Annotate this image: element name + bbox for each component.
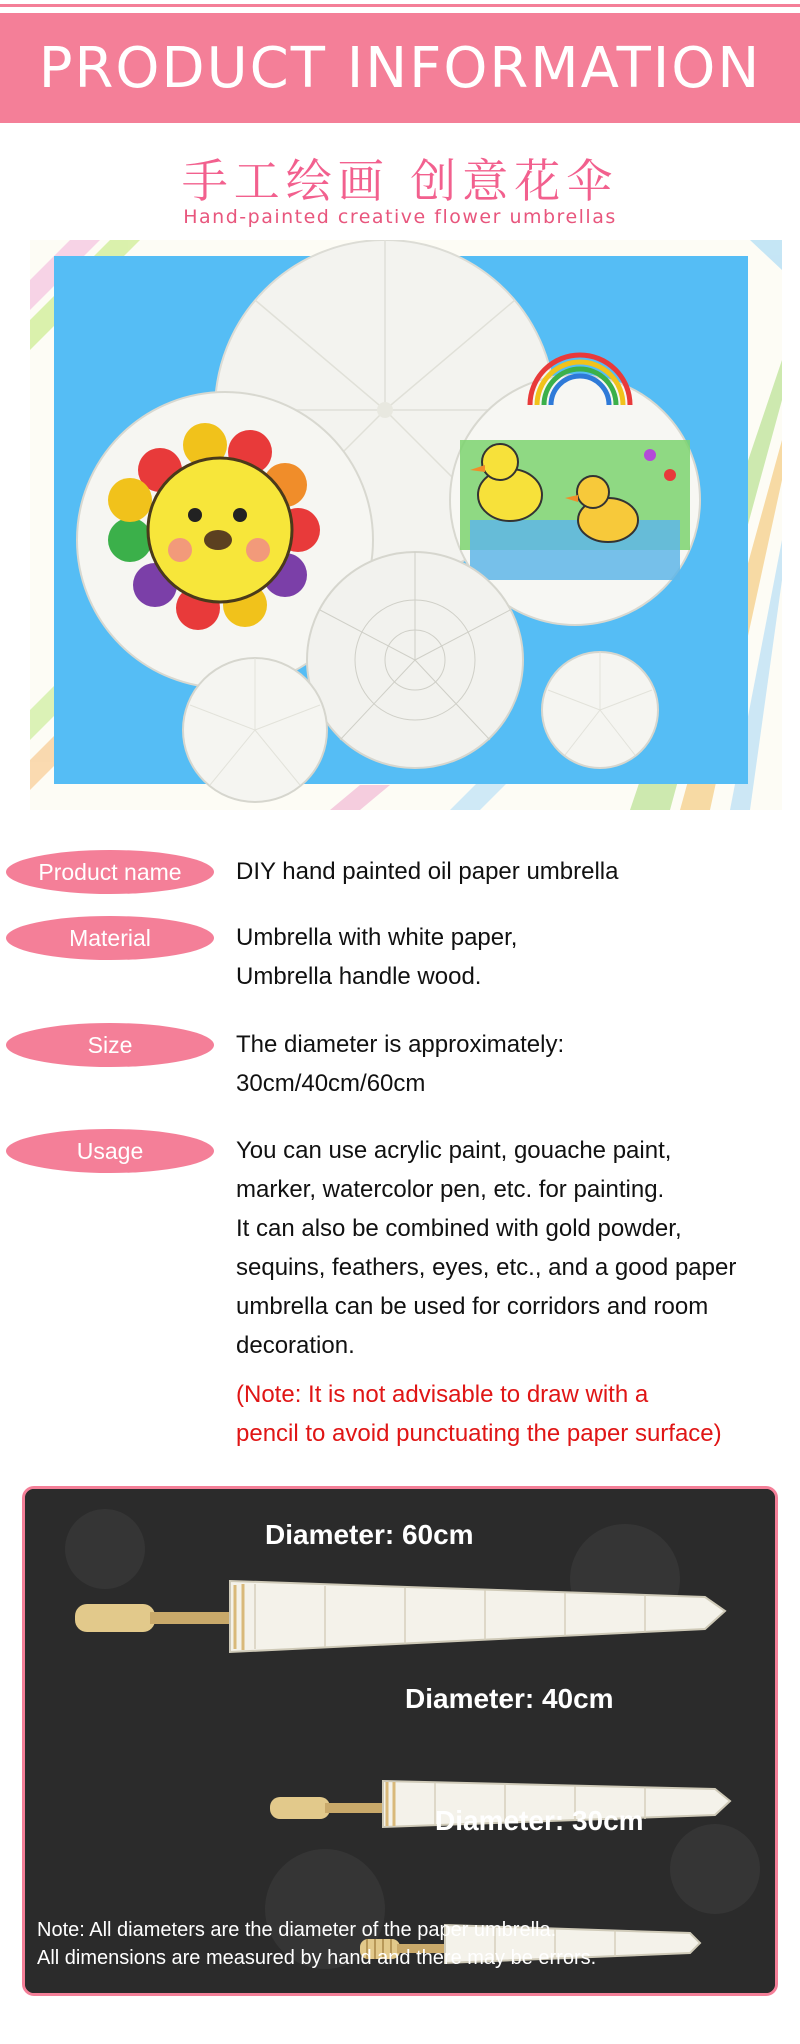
photo-note-line: All dimensions are measured by hand and there may be errors. (37, 1947, 597, 1969)
usage-note-line: pencil to avoid punctuating the paper surface) (236, 1420, 722, 1447)
product-name-line: DIY hand painted oil paper umbrella (236, 858, 619, 885)
diameter-30-label: Diameter: 30cm (435, 1805, 644, 1836)
umbrella-illustration (30, 240, 782, 810)
usage-line: It can also be combined with gold powder, (236, 1215, 682, 1242)
usage-line: marker, watercolor pen, etc. for painting. (236, 1176, 665, 1203)
closed-umbrellas-illustration (25, 1489, 775, 1993)
chinese-subtitle: 手工绘画 创意花伞 (181, 154, 619, 208)
english-subtitle: Hand-painted creative flower umbrellas (183, 206, 617, 228)
photo-note-line: Note: All diameters are the diameter of the paper umbrella. (37, 1919, 557, 1941)
diameter-40-label: Diameter: 40cm (405, 1683, 614, 1714)
size-label: Size (6, 1023, 214, 1067)
usage-line: umbrella can be used for corridors and room (236, 1293, 709, 1320)
size-line: 30cm/40cm/60cm (236, 1070, 426, 1097)
usage-label: Usage (6, 1129, 214, 1173)
hero-product-image (30, 240, 782, 810)
usage-line: sequins, feathers, eyes, etc., and a good paper (236, 1254, 737, 1281)
diameter-60-label: Diameter: 60cm (265, 1519, 474, 1550)
product-name-label: Product name (6, 850, 214, 894)
header-banner (0, 13, 800, 123)
material-label: Material (6, 916, 214, 960)
page-title: PRODUCT INFORMATION (38, 35, 762, 101)
usage-line: decoration. (236, 1332, 355, 1359)
material-line: Umbrella handle wood. (236, 963, 482, 990)
usage-line: You can use acrylic paint, gouache paint, (236, 1137, 672, 1164)
product-name-value (236, 852, 792, 891)
top-accent-line (0, 0, 800, 7)
usage-note-line: (Note: It is not advisable to draw with a (236, 1381, 649, 1408)
usage-value (236, 1131, 792, 1453)
size-value (236, 1025, 792, 1103)
material-value (236, 918, 792, 996)
size-comparison-photo (22, 1486, 778, 1996)
material-line: Umbrella with white paper, (236, 924, 518, 951)
size-line: The diameter is approximately: (236, 1031, 565, 1058)
